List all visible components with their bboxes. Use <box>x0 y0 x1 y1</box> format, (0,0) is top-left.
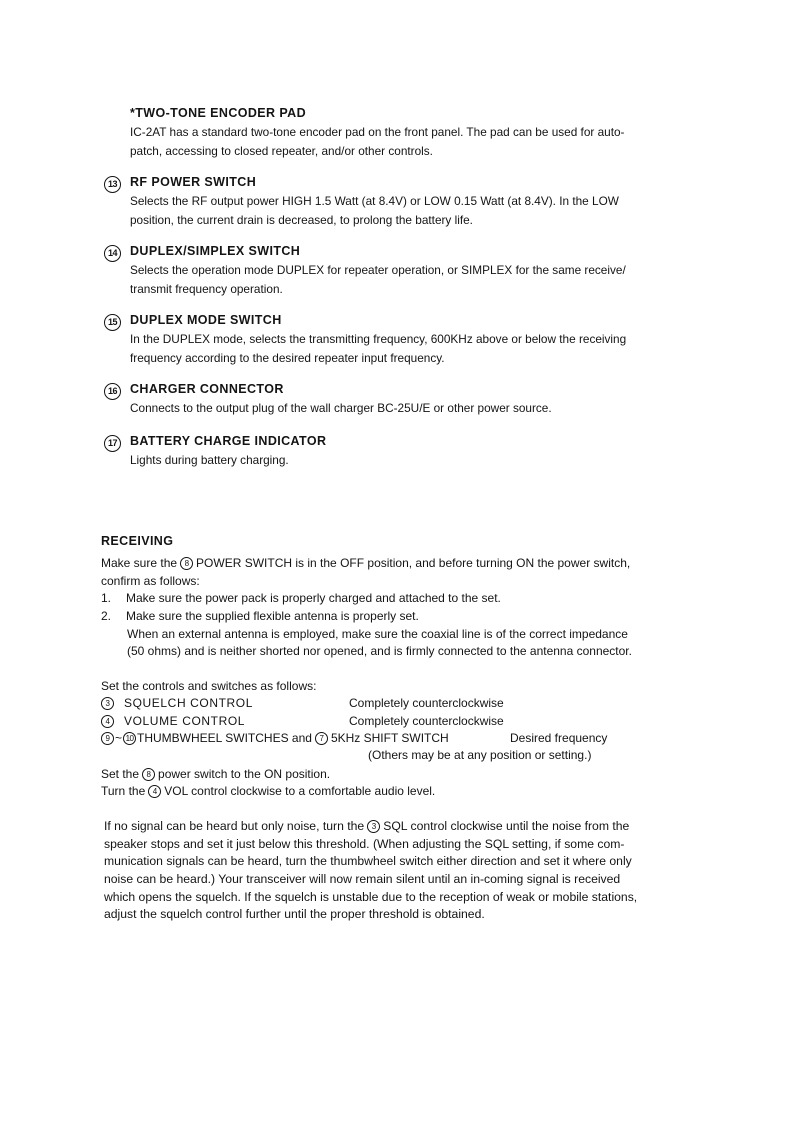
list-number: 1. <box>101 591 112 605</box>
list-text: Make sure the power pack is properly charged and attached to the set. <box>126 591 501 605</box>
control-name: SQUELCH CONTROL <box>124 696 254 710</box>
list-continuation-line: (50 ohms) and is neither shorted nor opened, and is firmly connected to the antenna connector. <box>127 644 632 658</box>
squelch-paragraph-line: adjust the squelch control further until the proper threshold is obtained. <box>104 907 485 921</box>
item-title: DUPLEX/SIMPLEX SWITCH <box>130 244 301 258</box>
control-row <box>101 713 245 730</box>
item-number-badge: 17 <box>104 435 121 452</box>
item-line: Selects the RF output power HIGH 1.5 Watt (at 8.4V) or LOW 0.15 Watt (at 8.4V). In the LOW <box>130 194 619 208</box>
thumbwheel-name: THUMBWHEEL SWITCHES and <box>137 731 312 745</box>
item-body <box>130 451 690 470</box>
squelch-paragraph-line: noise can be heard.) Your transceiver will now remain silent until an in-coming signal is received <box>104 872 621 886</box>
item-line: frequency according to the desired repeater input frequency. <box>130 350 445 365</box>
item-body <box>130 399 690 418</box>
receiving-intro-line <box>101 555 630 572</box>
encoder-line: IC-2AT has a standard two-tone encoder pad on the front panel. The pad can be used for auto- <box>130 125 625 139</box>
squelch-paragraph-line: munication signals can be heard, turn the thumbwheel switch either direction and set it where only <box>104 854 632 868</box>
thumbwheel-row <box>101 730 449 747</box>
volume-line <box>101 783 435 800</box>
item-title: DUPLEX MODE SWITCH <box>130 313 282 327</box>
control-setting: Completely counterclockwise <box>349 696 504 710</box>
item-number-badge: 13 <box>104 176 121 193</box>
item-number-badge: 15 <box>104 314 121 331</box>
controls-intro: Set the controls and switches as follows: <box>101 679 317 693</box>
item-body <box>130 261 690 298</box>
item-line: Connects to the output plug of the wall charger BC-25U/E or other power source. <box>130 401 552 415</box>
circled-number: 7 <box>315 732 328 745</box>
circled-number: 10 <box>123 732 136 745</box>
intro-text-a: Make sure the <box>101 556 178 570</box>
control-setting: Completely counterclockwise <box>349 714 504 728</box>
encoder-body <box>130 123 690 160</box>
power-text-b: power switch to the ON position. <box>158 767 331 781</box>
item-line: In the DUPLEX mode, selects the transmitting frequency, 600KHz above or below the receiving <box>130 332 627 346</box>
list-text: Make sure the supplied flexible antenna is properly set. <box>126 609 419 623</box>
item-title: BATTERY CHARGE INDICATOR <box>130 434 327 448</box>
power-text-a: Set the <box>101 767 140 781</box>
item-body <box>130 192 690 229</box>
item-title: CHARGER CONNECTOR <box>130 382 284 396</box>
list-item <box>101 590 501 607</box>
thumbwheel-setting: Desired frequency <box>510 731 608 745</box>
vol-text-b: VOL control clockwise to a comfortable audio level. <box>164 784 436 798</box>
item-line: Selects the operation mode DUPLEX for repeater operation, or SIMPLEX for the same receive/ <box>130 263 626 277</box>
circled-number: 3 <box>101 697 114 710</box>
circled-number: 4 <box>148 785 161 798</box>
control-name: VOLUME CONTROL <box>124 714 246 728</box>
item-body <box>130 330 690 367</box>
item-line: position, the current drain is decreased, to prolong the battery life. <box>130 212 473 227</box>
receiving-intro-line2: confirm as follows: <box>101 574 200 588</box>
vol-text-a: Turn the <box>101 784 146 798</box>
circled-number: 4 <box>101 715 114 728</box>
others-note: (Others may be at any position or setting.) <box>368 748 592 762</box>
squelch-paragraph-line: which opens the squelch. If the squelch is unstable due to the reception of weak or mobile stations, <box>104 890 638 904</box>
circled-number: 3 <box>367 820 380 833</box>
para-text-b: SQL control clockwise until the noise from the <box>383 819 630 833</box>
range-dash: ~ <box>115 731 123 745</box>
control-row <box>101 695 253 712</box>
shift-switch-name: 5KHz SHIFT SWITCH <box>330 731 449 745</box>
para-text-a: If no signal can be heard but only noise, turn the <box>104 819 365 833</box>
item-line: transmit frequency operation. <box>130 281 283 296</box>
item-number-badge: 14 <box>104 245 121 262</box>
circled-number: 8 <box>180 557 193 570</box>
item-title: RF POWER SWITCH <box>130 175 257 189</box>
power-on-line <box>101 766 330 783</box>
encoder-title: *TWO-TONE ENCODER PAD <box>130 106 306 120</box>
list-number: 2. <box>101 609 112 623</box>
item-number-badge: 16 <box>104 383 121 400</box>
list-item <box>101 608 419 625</box>
encoder-line: patch, accessing to closed repeater, and/or other controls. <box>130 143 433 158</box>
intro-text-b: POWER SWITCH is in the OFF position, and before turning ON the power switch, <box>196 556 631 570</box>
squelch-paragraph-line: speaker stops and set it just below this threshold. (When adjusting the SQL setting, if some com- <box>104 837 625 851</box>
squelch-paragraph-line <box>104 818 629 835</box>
circled-number: 8 <box>142 768 155 781</box>
list-continuation-line: When an external antenna is employed, make sure the coaxial line is of the correct impedance <box>127 627 628 641</box>
item-line: Lights during battery charging. <box>130 453 289 467</box>
receiving-heading: RECEIVING <box>101 534 174 548</box>
circled-number: 9 <box>101 732 114 745</box>
